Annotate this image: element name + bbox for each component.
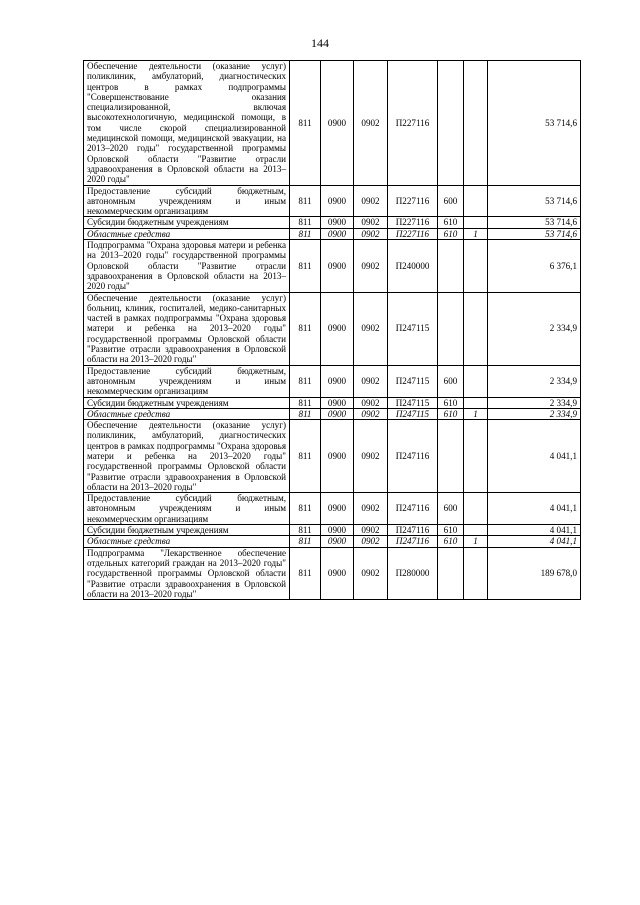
target-article-code: П227116 xyxy=(388,217,438,228)
target-article-code: П247115 xyxy=(388,365,438,397)
subsection-code: 0902 xyxy=(354,420,388,493)
section-code: 0900 xyxy=(321,397,354,408)
table-row xyxy=(84,525,581,536)
budget-table xyxy=(83,60,581,600)
amount: 6 376,1 xyxy=(488,240,581,292)
amount: 2 334,9 xyxy=(488,397,581,408)
grbs-code: 811 xyxy=(290,547,321,599)
amount: 53 714,6 xyxy=(488,217,581,228)
target-article-code: П240000 xyxy=(388,240,438,292)
grbs-code: 811 xyxy=(290,525,321,536)
row-description: Субсидии бюджетным учреждениям xyxy=(84,397,290,408)
grbs-code: 811 xyxy=(290,493,321,525)
amount: 53 714,6 xyxy=(488,185,581,217)
subsection-code: 0902 xyxy=(354,240,388,292)
subsection-code: 0902 xyxy=(354,493,388,525)
funding-source-code: 1 xyxy=(464,408,488,419)
row-description: Подпрограмма "Лекарственное обеспечение отдельных категорий граждан на 2013–2020 годы" государственной программы Орловской области "Развитие отрасли здравоохранения в Орловской области на 2013–2020 годы" xyxy=(84,547,290,599)
grbs-code: 811 xyxy=(290,408,321,419)
table-row xyxy=(84,536,581,547)
target-article-code: П227116 xyxy=(388,228,438,239)
subsection-code: 0902 xyxy=(354,536,388,547)
row-description: Предоставление субсидий бюджетным, автономным учреждениям и иным некоммерческим организациям xyxy=(84,185,290,217)
amount: 2 334,9 xyxy=(488,365,581,397)
expense-type-code xyxy=(438,61,464,186)
expense-type-code: 600 xyxy=(438,365,464,397)
target-article-code: П280000 xyxy=(388,547,438,599)
table-row xyxy=(84,420,581,493)
target-article-code: П247115 xyxy=(388,292,438,365)
subsection-code: 0902 xyxy=(354,185,388,217)
amount: 2 334,9 xyxy=(488,292,581,365)
target-article-code: П247116 xyxy=(388,493,438,525)
funding-source-code xyxy=(464,185,488,217)
funding-source-code xyxy=(464,420,488,493)
table-row xyxy=(84,217,581,228)
section-code: 0900 xyxy=(321,228,354,239)
funding-source-code xyxy=(464,493,488,525)
expense-type-code: 600 xyxy=(438,493,464,525)
table-row xyxy=(84,365,581,397)
table-row xyxy=(84,185,581,217)
section-code: 0900 xyxy=(321,61,354,186)
grbs-code: 811 xyxy=(290,228,321,239)
funding-source-code: 1 xyxy=(464,228,488,239)
funding-source-code xyxy=(464,525,488,536)
funding-source-code: 1 xyxy=(464,536,488,547)
expense-type-code: 600 xyxy=(438,185,464,217)
grbs-code: 811 xyxy=(290,536,321,547)
amount: 53 714,6 xyxy=(488,228,581,239)
grbs-code: 811 xyxy=(290,240,321,292)
section-code: 0900 xyxy=(321,536,354,547)
expense-type-code: 610 xyxy=(438,408,464,419)
table-row xyxy=(84,61,581,186)
subsection-code: 0902 xyxy=(354,525,388,536)
row-description: Областные средства xyxy=(84,228,290,239)
row-description: Обеспечение деятельности (оказание услуг) больниц, клиник, госпиталей, медико-санитарных частей в рамках подпрограммы "Охрана здоровья матери и ребенка на 2013–2020 годы" государственной программы Орловской области "Развитие отрасли здравоохранения в Орловской области на 2013–2020 годы" xyxy=(84,292,290,365)
section-code: 0900 xyxy=(321,525,354,536)
table-row xyxy=(84,397,581,408)
funding-source-code xyxy=(464,240,488,292)
section-code: 0900 xyxy=(321,185,354,217)
row-description: Субсидии бюджетным учреждениям xyxy=(84,217,290,228)
amount: 4 041,1 xyxy=(488,493,581,525)
subsection-code: 0902 xyxy=(354,547,388,599)
expense-type-code: 610 xyxy=(438,397,464,408)
row-description: Областные средства xyxy=(84,408,290,419)
funding-source-code xyxy=(464,365,488,397)
row-description: Обеспечение деятельности (оказание услуг) поликлиник, амбулаторий, диагностических центров в рамках подпрограммы "Совершенствование оказания специализированной, включая высокотехнологичную, медицинской помощи, в том числе скорой специализированной медицинской помощи, медицинской эвакуации, на 2013–2020 годы" государственной программы Орловской области "Развитие отрасли здравоохранения в Орловской области на 2013–2020 годы" xyxy=(84,61,290,186)
row-description: Субсидии бюджетным учреждениям xyxy=(84,525,290,536)
subsection-code: 0902 xyxy=(354,408,388,419)
page-number: 144 xyxy=(311,36,329,50)
section-code: 0900 xyxy=(321,493,354,525)
subsection-code: 0902 xyxy=(354,217,388,228)
target-article-code: П247116 xyxy=(388,536,438,547)
subsection-code: 0902 xyxy=(354,228,388,239)
expense-type-code: 610 xyxy=(438,228,464,239)
target-article-code: П227116 xyxy=(388,185,438,217)
funding-source-code xyxy=(464,217,488,228)
expense-type-code xyxy=(438,420,464,493)
amount: 53 714,6 xyxy=(488,61,581,186)
grbs-code: 811 xyxy=(290,61,321,186)
grbs-code: 811 xyxy=(290,365,321,397)
expense-type-code xyxy=(438,292,464,365)
subsection-code: 0902 xyxy=(354,292,388,365)
subsection-code: 0902 xyxy=(354,365,388,397)
funding-source-code xyxy=(464,292,488,365)
row-description: Областные средства xyxy=(84,536,290,547)
target-article-code: П247116 xyxy=(388,420,438,493)
table-row xyxy=(84,493,581,525)
subsection-code: 0902 xyxy=(354,61,388,186)
expense-type-code: 610 xyxy=(438,525,464,536)
table-row xyxy=(84,292,581,365)
section-code: 0900 xyxy=(321,217,354,228)
row-description: Предоставление субсидий бюджетным, автономным учреждениям и иным некоммерческим организациям xyxy=(84,493,290,525)
table-row xyxy=(84,240,581,292)
expense-type-code: 610 xyxy=(438,536,464,547)
target-article-code: П247115 xyxy=(388,397,438,408)
grbs-code: 811 xyxy=(290,185,321,217)
amount: 4 041,1 xyxy=(488,525,581,536)
row-description: Обеспечение деятельности (оказание услуг) поликлиник, амбулаторий, диагностических центров в рамках подпрограммы "Охрана здоровья матери и ребенка на 2013–2020 годы" государственной программы Орловской области "Развитие отрасли здравоохранения в Орловской области на 2013–2020 годы" xyxy=(84,420,290,493)
section-code: 0900 xyxy=(321,365,354,397)
grbs-code: 811 xyxy=(290,292,321,365)
section-code: 0900 xyxy=(321,547,354,599)
table-row xyxy=(84,408,581,419)
amount: 189 678,0 xyxy=(488,547,581,599)
grbs-code: 811 xyxy=(290,217,321,228)
row-description: Предоставление субсидий бюджетным, автономным учреждениям и иным некоммерческим организациям xyxy=(84,365,290,397)
grbs-code: 811 xyxy=(290,420,321,493)
amount: 4 041,1 xyxy=(488,420,581,493)
funding-source-code xyxy=(464,61,488,186)
target-article-code: П247116 xyxy=(388,525,438,536)
table-row xyxy=(84,228,581,239)
amount: 2 334,9 xyxy=(488,408,581,419)
subsection-code: 0902 xyxy=(354,397,388,408)
section-code: 0900 xyxy=(321,292,354,365)
section-code: 0900 xyxy=(321,408,354,419)
section-code: 0900 xyxy=(321,420,354,493)
expense-type-code: 610 xyxy=(438,217,464,228)
table-row xyxy=(84,547,581,599)
amount: 4 041,1 xyxy=(488,536,581,547)
funding-source-code xyxy=(464,397,488,408)
target-article-code: П227116 xyxy=(388,61,438,186)
grbs-code: 811 xyxy=(290,397,321,408)
target-article-code: П247115 xyxy=(388,408,438,419)
row-description: Подпрограмма "Охрана здоровья матери и ребенка на 2013–2020 годы" государственной программы Орловской области "Развитие отрасли здравоохранения в Орловской области на 2013–2020 годы" xyxy=(84,240,290,292)
expense-type-code xyxy=(438,547,464,599)
section-code: 0900 xyxy=(321,240,354,292)
expense-type-code xyxy=(438,240,464,292)
funding-source-code xyxy=(464,547,488,599)
